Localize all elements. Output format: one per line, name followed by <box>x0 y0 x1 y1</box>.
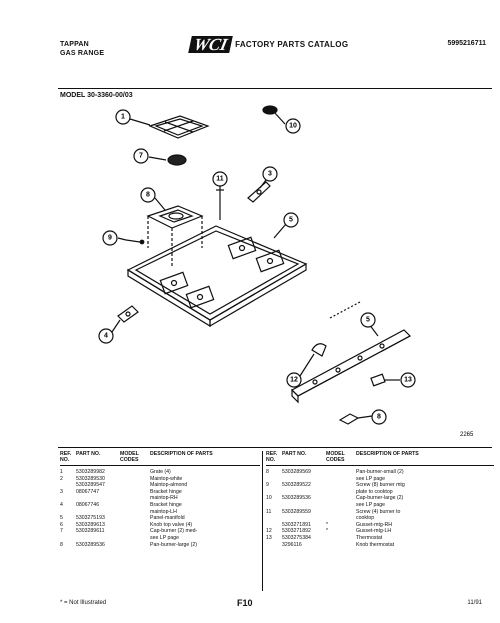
description-cell: see LP page <box>150 534 180 541</box>
part-number-cell <box>282 515 326 522</box>
ref-cell <box>60 509 76 516</box>
description-cell: Bracket hinge <box>150 501 182 508</box>
callout-5 <box>284 213 298 227</box>
catalog-number: 5995216711 <box>447 40 486 47</box>
part-number-cell: 5303289982 <box>76 469 105 475</box>
model-code-cell <box>326 495 356 502</box>
model-code-cell <box>120 495 150 502</box>
table-row <box>60 528 260 535</box>
part-number-cell: 5303289559 <box>282 508 311 515</box>
table-row <box>266 535 494 542</box>
manifold-panel-part <box>292 302 410 402</box>
ref-cell <box>266 502 282 509</box>
maintop-part <box>128 226 306 326</box>
description-cell: Knob top valve (4) <box>150 521 193 528</box>
svg-text:4: 4 <box>104 332 108 340</box>
description-cell: maintop-LH <box>150 508 177 515</box>
ref-cell: 1 <box>60 469 63 475</box>
table-row <box>60 535 260 542</box>
model-code-cell <box>326 482 356 489</box>
description-cell: Gusset-mtg-RH <box>356 521 393 528</box>
col-model-header: MODEL CODES <box>120 451 139 463</box>
part-number-cell: 5303271891 <box>282 521 311 528</box>
part-number-cell: 5303275384 <box>282 534 311 541</box>
part-number-cell: 5303289569 <box>282 469 311 475</box>
description-cell: Maintop-almond <box>150 482 188 489</box>
description-cell: Maintop-white <box>150 475 183 482</box>
description-cell: see LP page <box>356 501 386 508</box>
table-row <box>266 476 494 483</box>
description-cell: see LP page <box>356 475 386 482</box>
callout-7 <box>134 149 148 163</box>
part-number-cell: 5303289536 <box>282 495 311 502</box>
hinge-bracket-rh-part <box>248 182 270 202</box>
description-cell: Cap-burner (2) med- <box>150 528 198 535</box>
hinge-bracket-lh-part <box>118 306 138 322</box>
table-row <box>60 489 260 496</box>
description-cell: Screw (4) burner to <box>356 508 401 515</box>
ref-cell: 8 <box>60 541 63 548</box>
description-cell: Pan-burner-small (2) <box>356 469 404 475</box>
part-number-cell <box>76 495 120 502</box>
svg-text:11: 11 <box>216 175 224 183</box>
table-body <box>60 469 260 548</box>
description-cell: plate to cooktop <box>356 488 393 495</box>
svg-text:5: 5 <box>366 316 370 324</box>
part-number-cell <box>76 535 120 542</box>
model-code-cell <box>120 535 150 542</box>
page-number: F10 <box>237 598 253 608</box>
part-number-cell: 5303289536 <box>76 541 105 548</box>
ref-cell: 4 <box>60 501 63 508</box>
ref-cell: 7 <box>60 528 63 535</box>
description-cell: maintop-RH <box>150 495 178 502</box>
model-code-cell <box>326 476 356 483</box>
brand-block <box>60 40 104 58</box>
part-number-cell: 5303289613 <box>76 521 105 528</box>
table-body <box>266 469 494 548</box>
ref-cell: 2 <box>60 475 63 482</box>
table-top-divider <box>58 447 492 448</box>
table-row <box>60 542 260 549</box>
svg-text:7: 7 <box>139 152 143 160</box>
grate-part <box>150 116 208 138</box>
part-number-cell: 5303289611 <box>76 528 105 535</box>
ref-cell <box>60 535 76 542</box>
callout-11 <box>213 172 227 186</box>
description-cell: cooktop <box>356 515 375 522</box>
svg-text:8: 8 <box>377 413 381 421</box>
ref-cell: 8 <box>266 469 269 475</box>
part-number-cell: 3296116 <box>282 541 302 548</box>
table-row <box>60 476 260 483</box>
ref-cell <box>266 522 282 529</box>
burner-valve-part <box>340 414 358 424</box>
callout-3 <box>263 167 277 181</box>
col-desc-header: DESCRIPTION OF PARTS <box>150 451 213 457</box>
col-ref-header: REF. NO. <box>60 451 72 463</box>
product-type: GAS RANGE <box>60 50 105 57</box>
model-code-cell <box>326 515 356 522</box>
part-number-cell: 5303275193 <box>76 515 105 522</box>
table-row <box>60 515 260 522</box>
model-code-cell <box>120 515 150 522</box>
model-code-cell <box>120 489 150 496</box>
parts-table-right <box>266 451 494 548</box>
table-row <box>266 489 494 496</box>
table-header <box>60 451 260 466</box>
exploded-diagram <box>60 98 492 443</box>
callout-10 <box>286 119 300 133</box>
svg-text:10: 10 <box>289 122 297 130</box>
burner-cap-medium-part <box>168 155 186 165</box>
table-row <box>60 469 260 476</box>
model-code-cell <box>120 469 150 476</box>
table-row <box>266 542 494 549</box>
ref-cell <box>266 476 282 483</box>
date-code: 11/91 <box>467 600 482 606</box>
model-label: MODEL 30-3360-00/03 <box>60 92 133 99</box>
description-cell: Pan-burner-large (2) <box>150 541 197 548</box>
ref-cell: 5 <box>60 515 63 522</box>
ref-cell: 12 <box>266 528 272 535</box>
col-part-header: PART NO. <box>282 451 307 457</box>
brand-name: TAPPAN <box>60 41 89 48</box>
callout-5b <box>361 313 375 327</box>
table-row <box>60 482 260 489</box>
part-number-cell <box>282 502 326 509</box>
model-code-cell: * <box>326 528 329 535</box>
part-number-cell: 08067746 <box>76 501 100 508</box>
parts-table-left <box>60 451 260 548</box>
part-number-cell <box>282 476 326 483</box>
callout-13 <box>401 373 415 387</box>
ref-cell <box>60 482 76 489</box>
callout-4 <box>99 329 113 343</box>
table-row <box>266 495 494 502</box>
ref-cell: 13 <box>266 534 272 541</box>
col-model-header: MODEL CODES <box>326 451 345 463</box>
footnote: * = Not Illustrated <box>60 600 107 606</box>
table-row <box>266 522 494 529</box>
part-number-cell: 5303289522 <box>282 482 311 489</box>
model-code-cell <box>120 502 150 509</box>
col-ref-header: REF. NO. <box>266 451 278 463</box>
svg-text:9: 9 <box>108 234 112 242</box>
table-column-divider <box>262 451 263 591</box>
model-code-cell <box>120 482 150 489</box>
model-code-cell <box>120 476 150 483</box>
part-number-cell <box>282 489 326 496</box>
table-row <box>266 502 494 509</box>
catalog-header <box>190 36 348 53</box>
svg-text:12: 12 <box>290 376 298 384</box>
col-part-header: PART NO. <box>76 451 101 457</box>
table-row <box>266 509 494 516</box>
ref-cell: 11 <box>266 508 272 515</box>
svg-text:1: 1 <box>121 113 125 121</box>
description-cell: Cap-burner-large (2) <box>356 495 404 502</box>
svg-text:5: 5 <box>289 216 293 224</box>
description-cell: Bracket hinge <box>150 488 182 495</box>
table-row <box>60 509 260 516</box>
model-code-cell <box>120 522 150 529</box>
model-code-cell <box>120 509 150 516</box>
header-divider <box>58 88 492 89</box>
callout-8 <box>141 188 155 202</box>
description-cell: Panel-manifold <box>150 515 185 522</box>
svg-text:13: 13 <box>404 376 412 384</box>
part-number-cell: 5303289530 <box>76 475 105 482</box>
callout-8b <box>372 410 386 424</box>
model-code-cell <box>326 509 356 516</box>
model-code-cell <box>326 542 356 549</box>
callout-1 <box>116 110 130 124</box>
svg-text:3: 3 <box>268 170 272 178</box>
ref-cell: 9 <box>266 482 269 489</box>
ref-cell <box>266 542 282 549</box>
model-code-cell <box>326 489 356 496</box>
part-number-cell: 5303289547 <box>76 482 105 489</box>
illustration-id: 2265 <box>460 432 474 438</box>
table-row <box>60 502 260 509</box>
table-row <box>266 515 494 522</box>
description-cell: Knob thermostat <box>356 541 395 548</box>
model-code-cell <box>326 502 356 509</box>
ref-cell <box>60 495 76 502</box>
ref-cell: 3 <box>60 488 63 495</box>
catalog-title: FACTORY PARTS CATALOG <box>235 40 349 49</box>
part-number-cell: 08067747 <box>76 488 100 495</box>
small-screw-part <box>126 240 144 244</box>
description-cell: Thermostat <box>356 534 383 541</box>
ref-cell <box>266 489 282 496</box>
screw-part <box>216 190 224 220</box>
table-row <box>266 482 494 489</box>
svg-text:8: 8 <box>146 191 150 199</box>
ref-cell <box>266 515 282 522</box>
table-row <box>266 469 494 476</box>
table-row <box>266 528 494 535</box>
model-code-cell: * <box>326 521 329 528</box>
table-row <box>60 495 260 502</box>
callout-9 <box>103 231 117 245</box>
diagram-drawing <box>60 98 492 443</box>
model-code-cell <box>120 528 150 535</box>
wci-logo: WCI <box>188 36 233 53</box>
callout-12 <box>287 373 301 387</box>
col-desc-header: DESCRIPTION OF PARTS <box>356 451 419 457</box>
ref-cell: 6 <box>60 521 63 528</box>
thermostat-part <box>371 374 385 386</box>
description-cell: Gusset-mtg-LH <box>356 528 392 535</box>
description-cell: Screw (8) burner mtg <box>356 482 405 489</box>
model-code-cell <box>120 542 150 549</box>
model-code-cell <box>326 469 356 476</box>
table-row <box>60 522 260 529</box>
part-number-cell <box>76 509 120 516</box>
ref-cell: 10 <box>266 495 272 502</box>
description-cell: Grate (4) <box>150 469 171 475</box>
table-header <box>266 451 494 466</box>
part-number-cell: 5303271892 <box>282 528 311 535</box>
model-code-cell <box>326 535 356 542</box>
